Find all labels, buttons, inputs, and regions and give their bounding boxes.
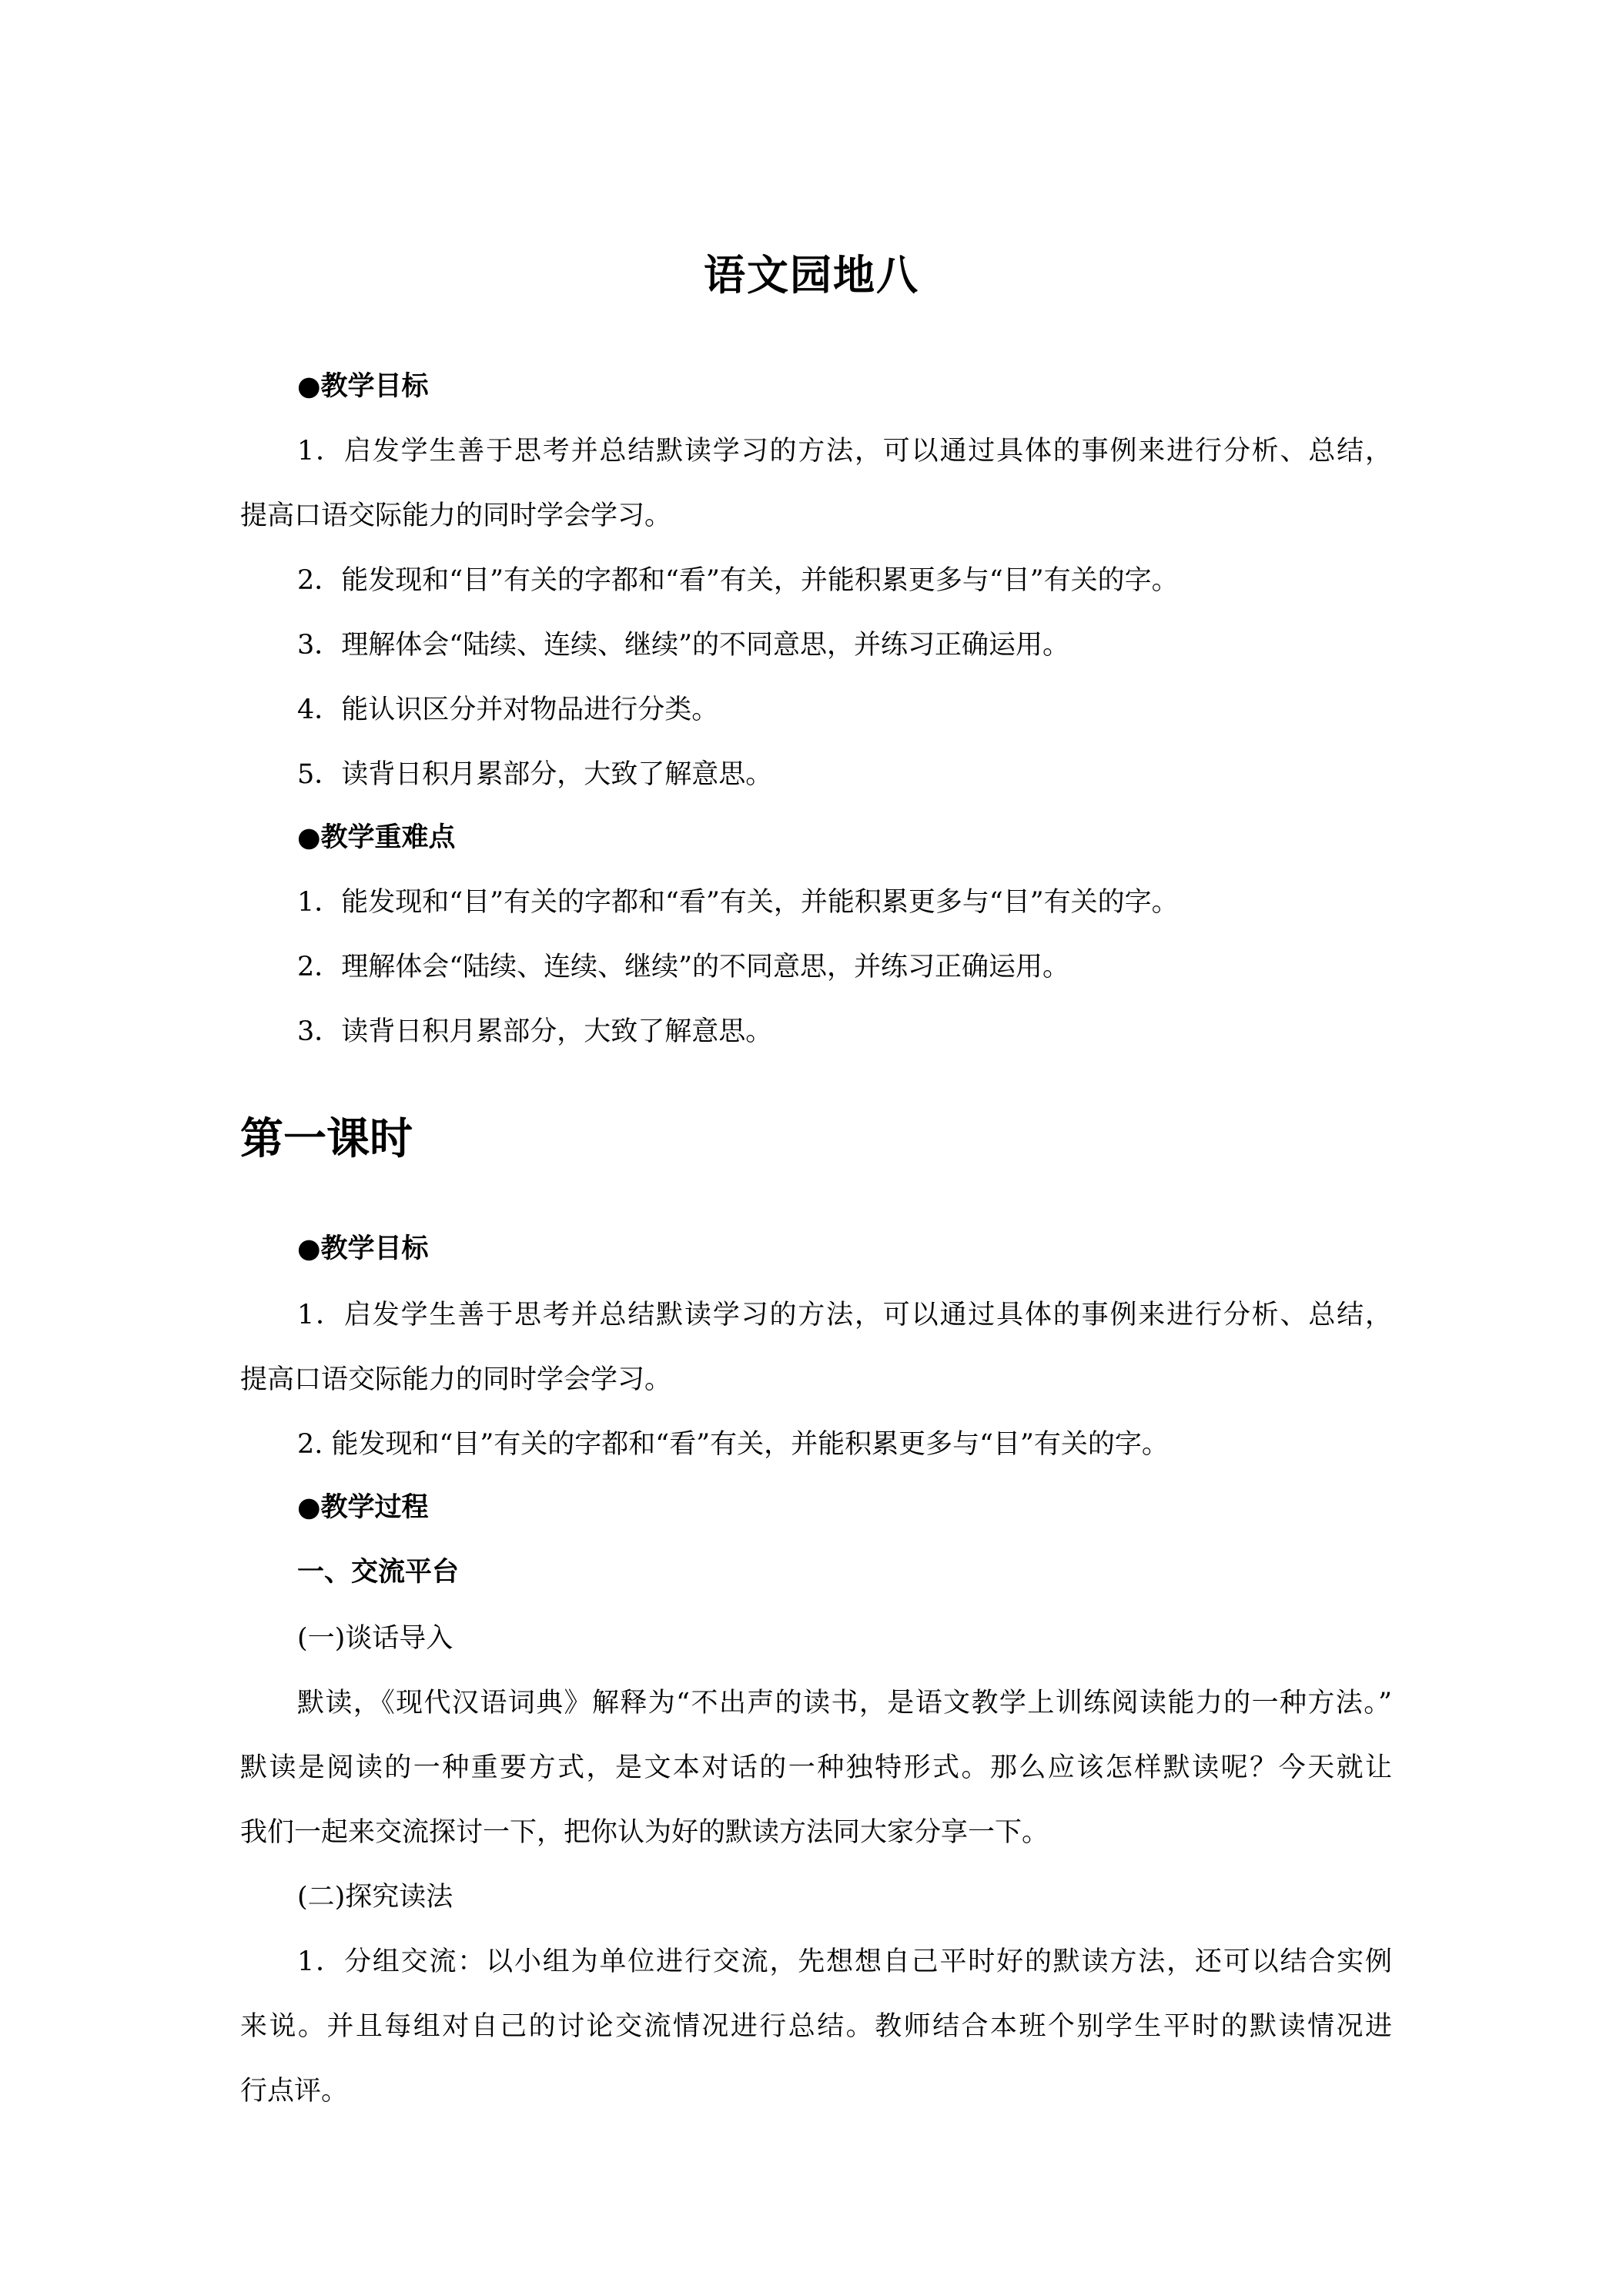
lesson-goal-2: 2. 能发现和“目”有关的字都和“看”有关，并能积累更多与“目”有关的字。 <box>297 1429 1169 1460</box>
process-heading: ●教学过程 <box>297 1492 429 1523</box>
sub1-para-line1: 默读，《现代汉语词典》解释为“不出声的读书，是语文教学上训练阅读能力的一种方法。” <box>297 1688 1392 1719</box>
sub1-heading: (一)谈话导入 <box>297 1623 453 1654</box>
sub1-para-line3: 我们一起来交流探讨一下，把你认为好的默读方法同大家分享一下。 <box>240 1817 1049 1848</box>
lesson-goals-heading: ●教学目标 <box>297 1233 429 1264</box>
keypoint-item-1: 1．能发现和“目”有关的字都和“看”有关，并能积累更多与“目”有关的字。 <box>297 887 1179 918</box>
section-heading-keypoints: ●教学重难点 <box>297 822 456 853</box>
goal-item-1-line1: 1．启发学生善于思考并总结默读学习的方法，可以通过具体的事例来进行分析、总结， <box>297 436 1392 467</box>
lesson-goal-1-line1: 1．启发学生善于思考并总结默读学习的方法，可以通过具体的事例来进行分析、总结， <box>297 1300 1392 1330</box>
goal-item-4: 4．能认识区分并对物品进行分类。 <box>297 694 719 725</box>
sub2-para-line3: 行点评。 <box>240 2076 349 2107</box>
goal-item-3: 3．理解体会“陆续、连续、继续”的不同意思，并练习正确运用。 <box>297 630 1070 661</box>
goal-item-1-line2: 提高口语交际能力的同时学会学习。 <box>240 500 672 531</box>
sub2-heading: (二)探究读法 <box>297 1882 453 1913</box>
document-title: 语文园地八 <box>704 251 919 300</box>
lesson-goal-1-line2: 提高口语交际能力的同时学会学习。 <box>240 1364 672 1395</box>
goal-item-5: 5．读背日积月累部分，大致了解意思。 <box>297 759 773 790</box>
sub1-para-line2: 默读是阅读的一种重要方式，是文本对话的一种独特形式。那么应该怎样默读呢？今天就让 <box>240 1752 1392 1783</box>
keypoint-item-2: 2．理解体会“陆续、连续、继续”的不同意思，并练习正确运用。 <box>297 952 1070 982</box>
sub2-para-line1: 1．分组交流：以小组为单位进行交流，先想想自己平时好的默读方法，还可以结合实例 <box>297 1946 1392 1977</box>
sub2-para-line2: 来说。并且每组对自己的讨论交流情况进行总结。教师结合本班个别学生平时的默读情况进 <box>240 2011 1392 2042</box>
section-heading-goals: ●教学目标 <box>297 371 429 402</box>
goal-item-2: 2．能发现和“目”有关的字都和“看”有关，并能积累更多与“目”有关的字。 <box>297 565 1179 596</box>
part1-heading: 一、交流平台 <box>297 1557 460 1588</box>
lesson-heading: 第一课时 <box>240 1114 413 1164</box>
keypoint-item-3: 3．读背日积月累部分，大致了解意思。 <box>297 1016 773 1047</box>
